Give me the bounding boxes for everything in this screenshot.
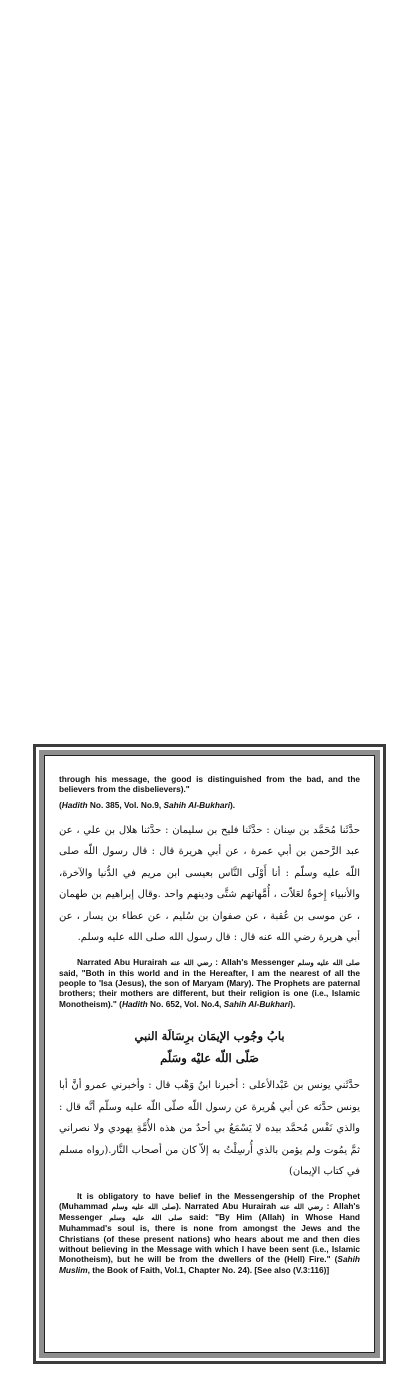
radiya-allahu-anhu-inline: رضي الله عنه <box>170 957 213 967</box>
page-frame-shading <box>39 750 380 1358</box>
salla-allahu-inline-1: صلى الله عليه وسلم <box>111 1201 176 1211</box>
previous-hadith-reference: (Hadith No. 385, Vol. No.9, Sahih Al-Bukhari). <box>59 799 236 810</box>
narration-1-english: Narrated Abu Hurairah رضي الله عنه : Allah's Messenger صلى الله عليه وسلم said, "Both in this world and in the Hereafter, I am the nearest of all the people to 'Isa (Jesus), the son of Maryam (Mary). The Prophets are paternal brothers; their mothers are different, but their religion is one (i.e., Islamic Monotheism)." (Hadith No. 652, Vol. No.4, Sahih Al-Bukhari). <box>59 956 360 1009</box>
arabic-hadith-2: حدَّثَني يونس بن عَبْدالأعلى : أخبرنا ابنُ وَهْب قال : وأخبرني عمرو أنَّ أبا يونس حدَّثه عن أبي هُريرة عن رسول اللّه صلّى اللّه عليه وسلّم أنَّه قال : والذي نَفْس مُحمَّد بيده لا يَسْمَعُ بي أحدٌ من هذه الأُمَّةِ يهودي ولا نصراني ثمَّ يمُوت ولم يؤمن بالذي أُرسِلْتُ به إلاّ كان من أصحاب النَّار.(رواه مسلم في كتاب الإيمان) <box>59 1080 360 1178</box>
salla-allahu-inline: صلى الله عليه وسلم <box>297 957 360 967</box>
arabic-hadith-1: حدَّثَنا مُحَمَّد بن سِنان : حدَّثَنا فليح بن سليمان : حدَّثنا هلال بن علي ، عن عبد الرَّحمن بن أبي عمرة ، عن أبي هريرة قال : قال رسول اللّه صلى اللّه عليه وسلّم : أنا أَوْلَى النَّاس بعيسى ابن مريم في الدُّنيا والآخرة، والأنبياء إِخوةٌ لعَلاّت ، أُمَّهاتهم شتَّى ودينهم واحد .وقال إبراهيم بن طهمان ، عن موسى بن عُقبة ، عن صفوان بن سُليم ، عن عطاء بن يسار ، عن أبي هريرة رضي الله عنه قال : قال رسول الله صلى الله عليه وسلم. <box>59 824 360 944</box>
salla-allahu-inline-2: صلى الله عليه وسلم <box>109 1213 183 1223</box>
radiya-allahu-anhu-inline-2: رضي الله عنه <box>279 1201 323 1211</box>
chapter-heading-line-2: صَلّى اللّه عليْه وسَلّم <box>160 1051 259 1066</box>
page-content <box>44 755 375 1353</box>
previous-hadith-text: through his message, the good is distinguished from the bad, and the believers from the disbelievers)." <box>59 774 360 795</box>
chapter-heading-line-1: بابُ وجُوب الإيمَان برِسَالَة النبي <box>134 1029 285 1044</box>
chapter-heading <box>59 1025 360 1069</box>
page-frame-outer <box>33 744 386 1364</box>
narration-2-english: It is obligatory to have belief in the Messengership of the Prophet (Muhammad صلى الله عليه وسلم). Narrated Abu Hurairah رضي الله عنه : Allah's Messenger صلى الله عليه وسلم said: "By Him (Allah) in Whose Hand Muhammad's soul is, there is none from amongst the Jews and the Christians (of these present nations) who hears about me and then dies without believing in the Message with which I have been sent (i.e., Islamic Monotheism), but he will be from the dwellers of the (Hell) Fire." (Sahih Muslim, the Book of Faith, Vol.1, Chapter No. 24). [See also (V.3:116)] <box>59 1190 361 1275</box>
